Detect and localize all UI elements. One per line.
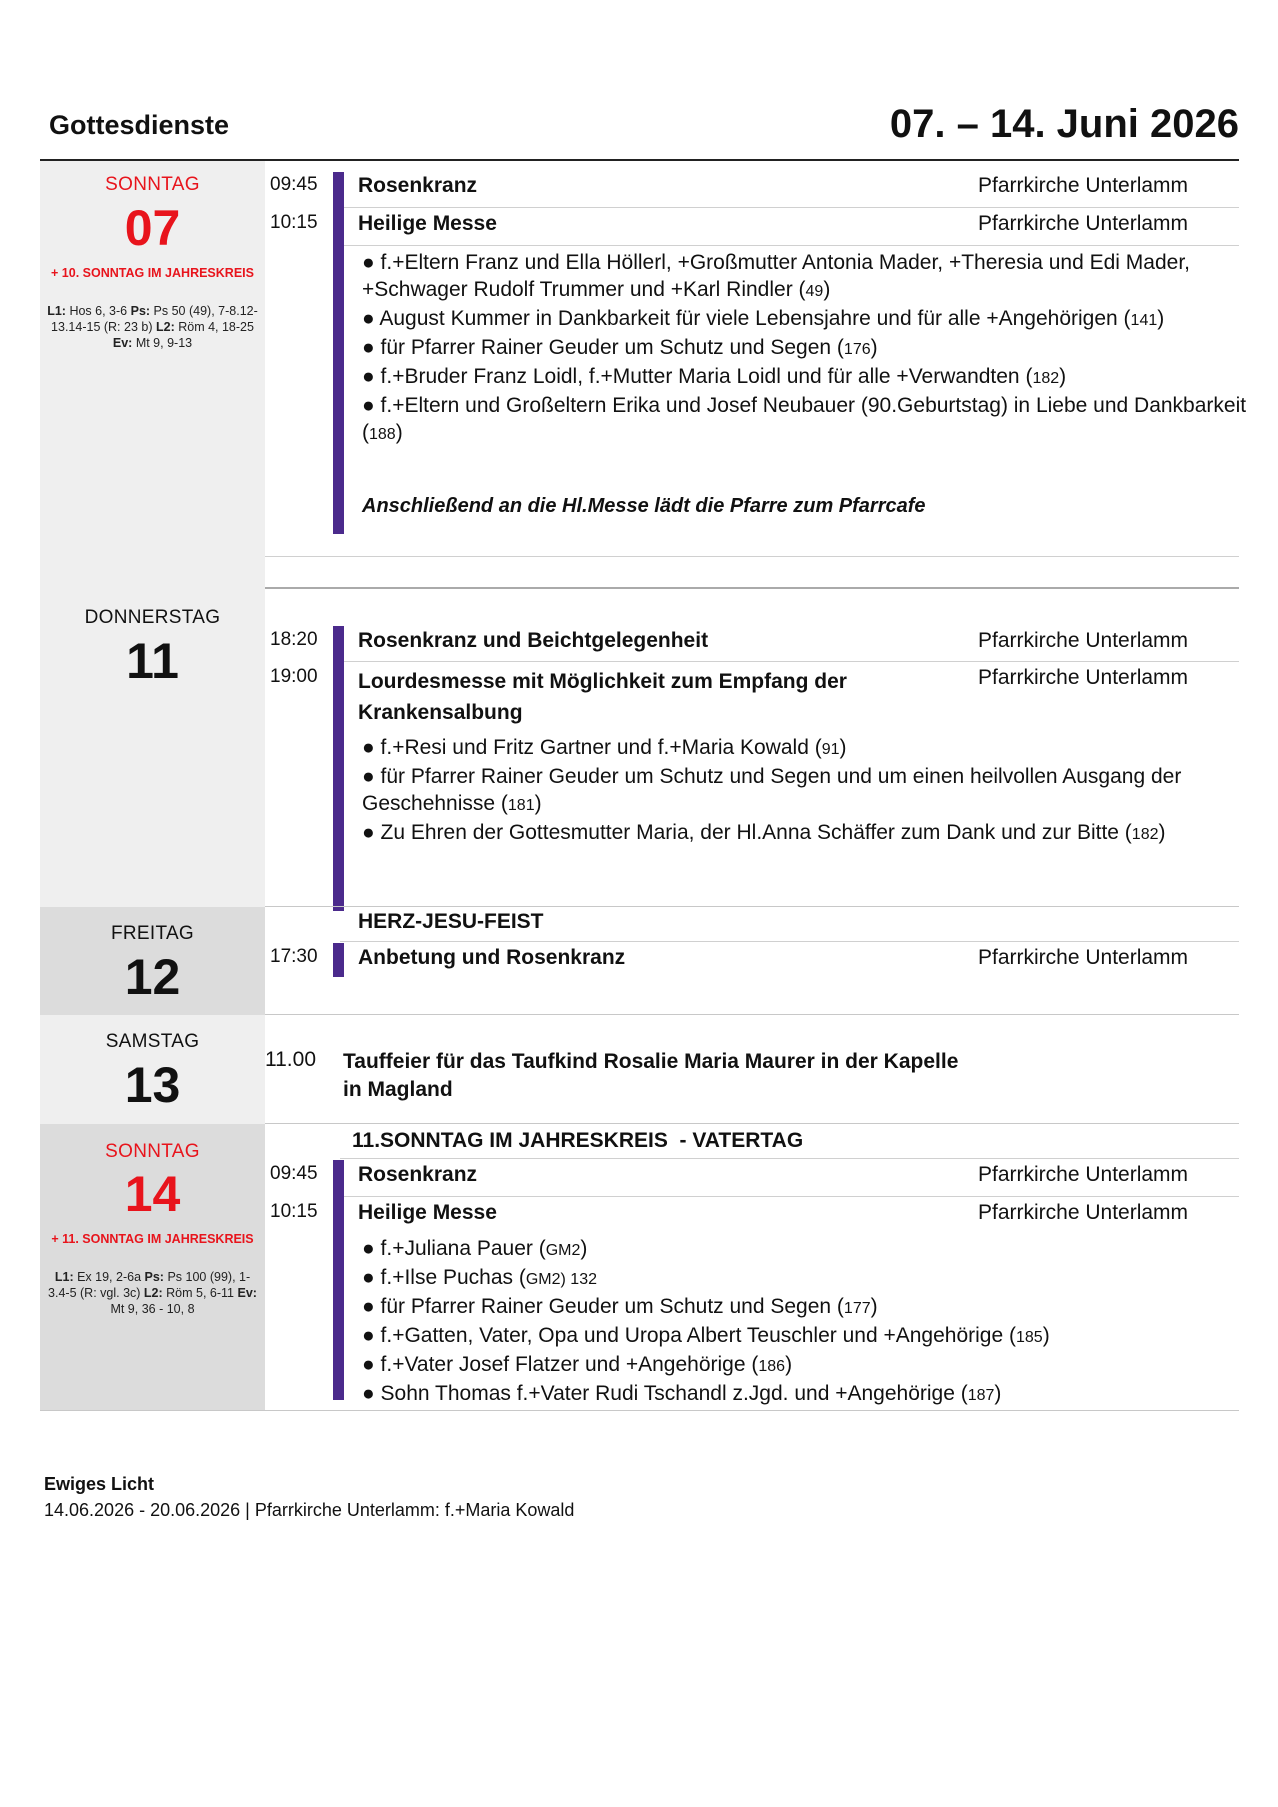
event-title: Heilige Messe <box>358 1201 497 1224</box>
day-block-sunday-14 <box>40 1124 1239 1411</box>
day-block-friday-12 <box>40 907 1239 1015</box>
event-time: 10:15 <box>270 1201 318 1222</box>
event-title: Rosenkranz <box>358 1163 478 1186</box>
readings: L1: Ex 19, 2-6a Ps: Ps 100 (99), 1-3.4-5 (R: vgl. 3c) L2: Röm 5, 6-11 Ev: Mt 9, 36 - 10, 8 <box>48 1270 257 1316</box>
day-column <box>40 1124 265 1411</box>
day-name: SAMSTAG <box>105 1031 200 1052</box>
event-time: 17:30 <box>270 946 318 967</box>
liturgy-title: + 10. SONNTAG IM JAHRESKREIS <box>51 266 254 280</box>
feast-title: HERZ-JESU-FEIST <box>358 910 544 933</box>
event-location: Pfarrkirche Unterlamm <box>978 1201 1189 1224</box>
day-name: DONNERSTAG <box>84 607 221 628</box>
mass-intentions-list <box>362 249 1262 448</box>
intention-item: ● für Pfarrer Rainer Geuder um Schutz und Segen und um einen heilvollen Ausgang der Geschehnisse (181) <box>362 765 1182 815</box>
feast-title: 11.SONNTAG IM JAHRESKREIS - VATERTAG <box>352 1129 804 1152</box>
event-title: Rosenkranz <box>358 174 478 197</box>
row-divider <box>340 1196 1239 1197</box>
event-location: Pfarrkirche Unterlamm <box>978 174 1189 197</box>
intention-item: ● f.+Bruder Franz Loidl, f.+Mutter Maria Loidl und für alle +Verwandten (182) <box>362 365 1067 388</box>
event-location: Pfarrkirche Unterlamm <box>978 629 1189 652</box>
eternal-light-title: Ewiges Licht <box>44 1474 155 1494</box>
day-block-sunday-07 <box>40 161 1247 589</box>
event-time: 10:15 <box>270 212 318 233</box>
day-name: SONNTAG <box>105 1141 200 1162</box>
event-note: Anschließend an die Hl.Messe lädt die Pfarre zum Pfarrcafe <box>362 495 926 517</box>
event-title: Rosenkranz und Beichtgelegenheit <box>358 629 709 652</box>
row-divider <box>340 207 1239 208</box>
eternal-light-text: 14.06.2026 - 20.06.2026 | Pfarrkirche Unterlamm: f.+Maria Kowald <box>44 1500 575 1520</box>
day-column <box>40 907 265 1015</box>
day-column <box>40 161 265 589</box>
day-block-thursday-11 <box>40 589 1239 907</box>
intention-item: ● für Pfarrer Rainer Geuder um Schutz und Segen (177) <box>362 1295 878 1318</box>
day-number: 14 <box>124 1166 181 1222</box>
mass-intentions-list <box>362 1235 1262 1409</box>
event-time: 19:00 <box>270 666 318 687</box>
liturgy-title: + 11. SONNTAG IM JAHRESKREIS <box>51 1232 254 1246</box>
day-number: 12 <box>124 949 181 1005</box>
day-block-saturday-13 <box>40 1015 1239 1124</box>
day-name: SONNTAG <box>105 174 200 195</box>
date-range: 07. – 14. Juni 2026 <box>889 102 1239 146</box>
intention-item: ● für Pfarrer Rainer Geuder um Schutz und Segen (176) <box>362 336 878 359</box>
intention-item: ● f.+Resi und Fritz Gartner und f.+Maria Kowald (91) <box>362 736 847 759</box>
event-time: 09:45 <box>270 1163 318 1184</box>
event-title: Tauffeier für das Taufkind Rosalie Maria Maurer in der Kapelle in Magland <box>343 1050 959 1101</box>
intention-item: ● f.+Juliana Pauer (GM2) <box>362 1237 588 1260</box>
event-title: Lourdesmesse mit Möglichkeit zum Empfang der Krankensalbung <box>358 670 847 724</box>
event-title: Anbetung und Rosenkranz <box>358 946 626 969</box>
event-location: Pfarrkirche Unterlamm <box>978 212 1189 235</box>
event-accent-bar <box>333 943 344 977</box>
day-name: FREITAG <box>110 923 195 944</box>
row-divider <box>340 1158 1239 1159</box>
day-divider <box>40 1410 1239 1411</box>
event-location: Pfarrkirche Unterlamm <box>978 946 1189 969</box>
event-time: 18:20 <box>270 629 318 650</box>
intention-item: ● f.+Eltern und Großeltern Erika und Josef Neubauer (90.Geburtstag) in Liebe und Dankbarkeit (188) <box>362 394 1247 444</box>
intention-item: ● f.+Eltern Franz und Ella Höllerl, +Großmutter Antonia Mader, +Theresia und Edi Mader, +Schwager Rudolf Trummer und +Karl Rindler (49) <box>362 251 1191 301</box>
intention-item: ● f.+Ilse Puchas (GM2) 132 <box>362 1266 597 1289</box>
event-accent-bar <box>333 626 344 911</box>
mass-intentions-list <box>362 734 1262 848</box>
page-title: Gottesdienste <box>49 110 230 140</box>
event-location: Pfarrkirche Unterlamm <box>978 666 1189 689</box>
event-location: Pfarrkirche Unterlamm <box>978 1163 1189 1186</box>
row-divider <box>340 941 1239 942</box>
event-time: 11.00 <box>265 1048 316 1071</box>
day-number: 13 <box>124 1057 181 1113</box>
day-column <box>40 1015 265 1124</box>
event-accent-bar <box>333 172 344 534</box>
intention-item: ● f.+Gatten, Vater, Opa und Uropa Albert Teuschler und +Angehörige (185) <box>362 1324 1050 1347</box>
intention-item: ● Zu Ehren der Gottesmutter Maria, der Hl.Anna Schäffer zum Dank und zur Bitte (182) <box>362 821 1166 844</box>
row-divider <box>340 245 1239 246</box>
intention-item: ● August Kummer in Dankbarkeit für viele Lebensjahre und für alle +Angehörigen (141) <box>362 307 1165 330</box>
row-divider <box>265 556 1239 557</box>
row-divider <box>340 661 1239 662</box>
event-accent-bar <box>333 1160 344 1400</box>
readings: L1: Hos 6, 3-6 Ps: Ps 50 (49), 7-8.12-13.14-15 (R: 23 b) L2: Röm 4, 18-25 Ev: Mt 9, 9-13 <box>47 304 258 350</box>
event-time: 09:45 <box>270 174 318 195</box>
intention-item: ● Sohn Thomas f.+Vater Rudi Tschandl z.Jgd. und +Angehörige (187) <box>362 1382 1002 1405</box>
day-number: 07 <box>124 200 181 256</box>
day-number: 11 <box>126 633 179 689</box>
event-title: Heilige Messe <box>358 212 497 235</box>
intention-item: ● f.+Vater Josef Flatzer und +Angehörige (186) <box>362 1353 793 1376</box>
day-column <box>40 589 265 907</box>
